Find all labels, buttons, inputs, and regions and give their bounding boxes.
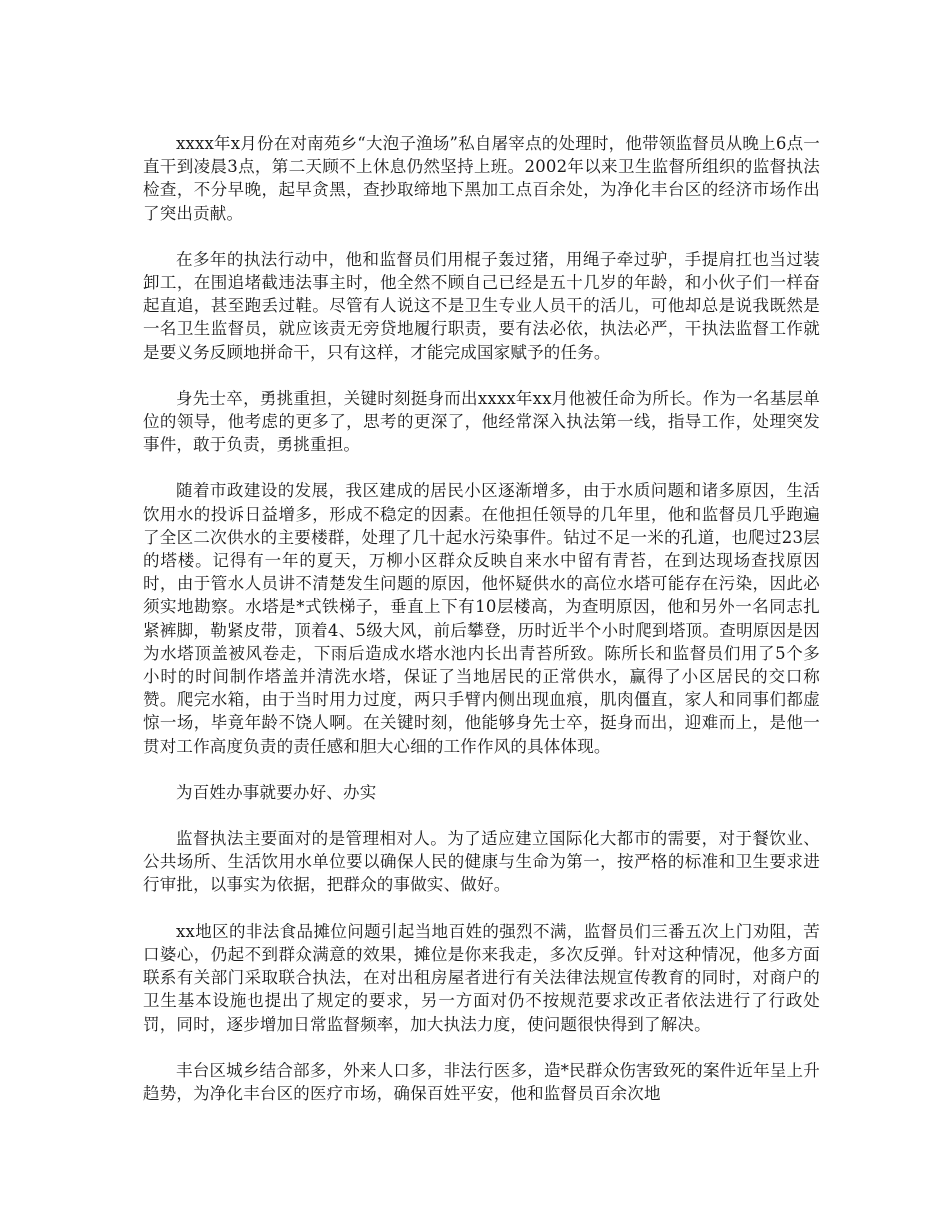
document-body (143, 132, 820, 1128)
paragraph-3: 身先士卒，勇挑重担，关键时刻挺身而出xxxx年xx月他被任命为所长。作为一名基层单位的领导，他考虑的更多了，思考的更深了，他经常深入执法第一线，指导工作，处理突发事件，敢于负责，勇挑重担。 (143, 388, 820, 455)
paragraph-4: 随着市政建设的发展，我区建成的居民小区逐渐增多，由于水质问题和诸多原因，生活饮用水的投诉日益增多，形成不稳定的因素。在他担任领导的几年里，他和监督员几乎跑遍了全区二次供水的主要楼群，处理了几十起水污染事件。钻过不足一米的孔道，也爬过23层的塔楼。记得有一年的夏天，万柳小区群众反映自来水中留有青苔，在到达现场查找原因时，由于管水人员讲不清楚发生问题的原因，他怀疑供水的高位水塔可能存在污染，因此必须实地勘察。水塔是*式铁梯子，垂直上下有10层楼高，为查明原因，他和另外一名同志扎紧裤脚，勒紧皮带，顶着4、5级大风，前后攀登，历时近半个小时爬到塔顶。查明原因是因为水塔顶盖被风卷走，下雨后造成水塔水池内长出青苔所致。陈所长和监督员们用了5个多小时的时间制作塔盖并清洗水塔，保证了当地居民的正常供水，赢得了小区居民的交口称赞。爬完水箱，由于当时用力过度，两只手臂内侧出现血痕，肌肉僵直，家人和同事们都虚惊一场，毕竟年龄不饶人啊。在关键时刻，他能够身先士卒，挺身而出，迎难而上，是他一贯对工作高度负责的责任感和胆大心细的工作作风的具体体现。 (143, 481, 820, 756)
paragraph-5: 监督执法主要面对的是管理相对人。为了适应建立国际化大都市的需要，对于餐饮业、公共场所、生活饮用水单位要以确保人民的健康与生命为第一，按严格的标准和卫生要求进行审批，以事实为依据，把群众的事做实、做好。 (143, 829, 820, 895)
paragraph-1: xxxx年x月份在对南苑乡“大泡子渔场”私自屠宰点的处理时，他带领监督员从晚上6点一直干到凌晨3点，第二天顾不上休息仍然坚持上班。2002年以来卫生监督所组织的监督执法检查，不分早晚，起早贪黑，查抄取缔地下黑加工点百余处，为净化丰台区的经济市场作出了突出贡献。 (143, 134, 820, 223)
paragraph-2: 在多年的执法行动中，他和监督员们用棍子轰过猪，用绳子牵过驴，手提肩扛也当过装卸工，在围追堵截违法事主时，他全然不顾自己已经是五十几岁的年龄，和小伙子们一样奋起直追，甚至跑丢过鞋。尽管有人说这不是卫生专业人员干的活儿，可他却总是说我既然是一名卫生监督员，就应该责无旁贷地履行职责，要有法必依，执法必严，干执法监督工作就是要义务反顾地拼命干，只有这样，才能完成国家赋予的任务。 (143, 249, 820, 362)
paragraph-7: 丰台区城乡结合部多，外来人口多，非法行医多，造*民群众伤害致死的案件近年呈上升趋势，为净化丰台区的医疗市场，确保百姓平安，他和监督员百余次地 (143, 1060, 820, 1103)
paragraph-6: xx地区的非法食品摊位问题引起当地百姓的强烈不满，监督员们三番五次上门劝阻，苦口婆心，仍起不到群众满意的效果，摊位是你来我走，多次反弹。针对这种情况，他多方面联系有关部门采取联合执法，在对出租房屋者进行有关法律法规宣传教育的同时，对商户的卫生基本设施也提出了规定的要求，另一方面对仍不按规范要求改正者依法进行了行政处罚，同时，逐步增加日常监督频率，加大执法力度，使问题很快得到了解决。 (143, 921, 820, 1034)
section-heading: 为百姓办事就要办好、办实 (176, 782, 377, 802)
